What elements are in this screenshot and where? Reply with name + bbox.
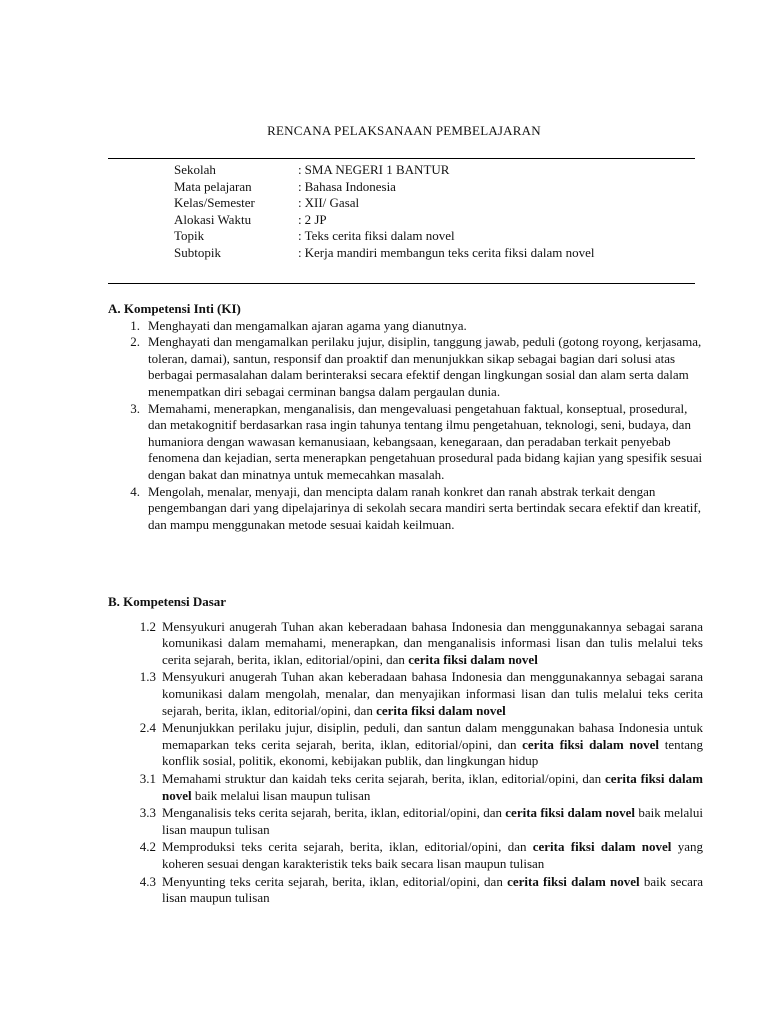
info-value-wrap: : Teks cerita fiksi dalam novel (298, 228, 455, 244)
item-text-plain: Menyunting teks cerita sejarah, berita, iklan, editorial/opini, dan (162, 873, 508, 889)
item-text-bold: cerita fiksi dalam novel (522, 736, 660, 752)
info-row-mata-pelajaran (174, 179, 634, 196)
item-number: 3. (130, 400, 140, 416)
info-value-wrap: : 2 JP (298, 211, 327, 227)
list-item (108, 720, 703, 770)
info-label: Subtopik (174, 244, 221, 260)
info-row-sekolah (174, 162, 634, 179)
info-value-wrap: : XII/ Gasal (298, 195, 360, 211)
item-text-tail: baik secara lisan maupun tulisan (162, 873, 703, 906)
info-value: SMA NEGERI 1 BANTUR (304, 162, 450, 177)
item-number: 4.3 (139, 873, 156, 889)
item-text-bold: cerita fiksi dalam novel (505, 805, 636, 821)
kompetensi-dasar-list (108, 619, 703, 907)
info-value-wrap: : Kerja mandiri membangun teks cerita fiksi dalam novel (298, 244, 595, 260)
item-number: 3.1 (139, 770, 156, 786)
kompetensi-inti-section (108, 301, 703, 533)
item-text (162, 805, 703, 838)
item-text (162, 874, 703, 907)
info-row-subtopik (174, 243, 634, 263)
item-text-bold: cerita fiksi dalam novel (162, 770, 703, 803)
item-text (162, 669, 703, 719)
kompetensi-inti-list (108, 318, 703, 534)
item-number: 1.2 (139, 618, 156, 634)
info-label: Topik (174, 228, 205, 244)
section-heading: B. Kompetensi Dasar (108, 594, 227, 609)
item-text: Mengolah, menalar, menyaji, dan mencipta dalam ranah konkret dan ranah abstrak terkait dengan pengembangan dari yang dipelajarinya di sekolah secara mandiri serta bertindak secara efektif dan kreatif, dan mampu menggunakan metode sesuai kaidah keilmuan. (148, 483, 701, 532)
info-label: Kelas/Semester (174, 195, 255, 211)
item-text-plain: Mensyukuri anugerah Tuhan akan keberadaan bahasa Indonesia dan menggunakannya sebagai sarana komunikasi dalam memahami, menerapkan, dan menganalisis informasi lisan dan tulis melalui teks cerita sejarah, berita, iklan, editorial/opini, dan (162, 618, 703, 667)
info-row-alokasi-waktu (174, 212, 634, 229)
info-value-wrap: : Bahasa Indonesia (298, 178, 396, 194)
item-text-bold: cerita fiksi dalam novel (507, 873, 640, 889)
item-text (162, 720, 703, 770)
item-text: Menghayati dan mengamalkan ajaran agama yang dianutnya. (148, 317, 467, 333)
info-label: Sekolah (174, 162, 216, 177)
info-value: XII/ Gasal (304, 195, 360, 211)
identity-table (174, 162, 634, 263)
item-number: 1.3 (139, 669, 156, 685)
page-title: RENCANA PELAKSANAAN PEMBELAJARAN (267, 123, 541, 138)
item-text: Memahami, menerapkan, menganalisis, dan mengevaluasi pengetahuan faktual, konseptual, prosedural, dan metakognitif berdasarkan rasa ingin tahunya tentang ilmu pengetahuan, teknologi, seni, budaya, dan humaniora dengan wawasan kemanusiaan, kebangsaan, kenegaraan, dan peradaban terkait penyebab fenomena dan kejadian, serta menerapkan pengetahuan prosedural pada bidang kajian yang spesifik sesuai dengan bakat dan minatnya untuk memecahkan masalah. (148, 400, 703, 482)
list-item (108, 874, 703, 907)
item-number: 1. (130, 317, 140, 333)
item-text-bold: cerita fiksi dalam novel (532, 839, 672, 855)
section-heading: A. Kompetensi Inti (KI) (108, 301, 241, 316)
info-label: Mata pelajaran (174, 178, 252, 194)
header-rule-top (108, 158, 695, 159)
list-item (108, 318, 703, 335)
list-item (108, 771, 703, 804)
info-label: Alokasi Waktu (174, 211, 252, 227)
list-item (108, 669, 703, 719)
item-text (162, 839, 703, 872)
item-text-bold: cerita fiksi dalam novel (376, 702, 506, 718)
item-number: 2.4 (139, 720, 156, 736)
item-text-tail: yang koheren sesuai dengan karakteristik teks baik secara lisan maupun tulisan (162, 839, 703, 871)
item-text-plain: Memahami struktur dan kaidah teks cerita sejarah, berita, iklan, editorial/opini, dan (162, 770, 606, 786)
item-text-tail: baik melalui lisan maupun tulisan (191, 787, 371, 803)
info-value: Kerja mandiri membangun teks cerita fiksi dalam novel (304, 244, 595, 260)
item-text-tail: baik melalui lisan maupun tulisan (162, 805, 703, 837)
item-text-bold: cerita fiksi dalam novel (408, 651, 538, 667)
info-value: Teks cerita fiksi dalam novel (304, 228, 455, 244)
item-text-tail: tentang konflik sosial, politik, ekonomi, kebijakan publik, dan lingkungan hidup (162, 736, 703, 769)
item-text-plain: Menunjukkan perilaku jujur, disiplin, peduli, dan santun dalam menggunakan bahasa Indonesia untuk memaparkan teks cerita sejarah, berita, iklan, editorial/opini, dan (162, 720, 703, 752)
item-number: 2. (130, 334, 140, 350)
list-item (108, 839, 703, 872)
info-row-kelas-semester (174, 195, 634, 212)
item-text (162, 619, 703, 669)
list-item (108, 484, 703, 534)
info-value: 2 JP (304, 211, 327, 227)
item-text-plain: Menganalisis teks cerita sejarah, berita, iklan, editorial/opini, dan (162, 805, 506, 821)
list-item (108, 401, 703, 484)
item-text: Menghayati dan mengamalkan perilaku jujur, disiplin, tanggung jawab, peduli (gotong royong, kerjasama, toleran, damai), santun, responsif dan proaktif dan menunjukkan sikap sebagai bagian dari solusi atas berbagai permasalahan dalam berinteraksi secara efektif dengan lingkungan sosial dan alam serta dalam menempatkan diri sebagai cerminan bangsa dalam pergaulan dunia. (148, 334, 702, 399)
item-text-plain: Mensyukuri anugerah Tuhan akan keberadaan bahasa Indonesia dan menggunakannya sebagai sarana komunikasi dalam mengolah, menalar, dan menyajikan informasi lisan dan tulis melalui teks cerita sejarah, berita, iklan, editorial/opini, dan (162, 669, 703, 718)
item-number: 4.2 (139, 839, 156, 855)
item-text (162, 771, 703, 804)
item-text-plain: Memproduksi teks cerita sejarah, berita, iklan, editorial/opini, dan (162, 839, 533, 855)
info-value: Bahasa Indonesia (304, 178, 396, 194)
list-item (108, 619, 703, 669)
info-value-wrap: : SMA NEGERI 1 BANTUR (298, 162, 450, 177)
item-number: 4. (130, 483, 140, 499)
header-rule-bottom (108, 283, 695, 284)
list-item (108, 805, 703, 838)
list-item (108, 334, 703, 400)
item-number: 3.3 (139, 805, 156, 821)
kompetensi-dasar-section (108, 594, 703, 920)
